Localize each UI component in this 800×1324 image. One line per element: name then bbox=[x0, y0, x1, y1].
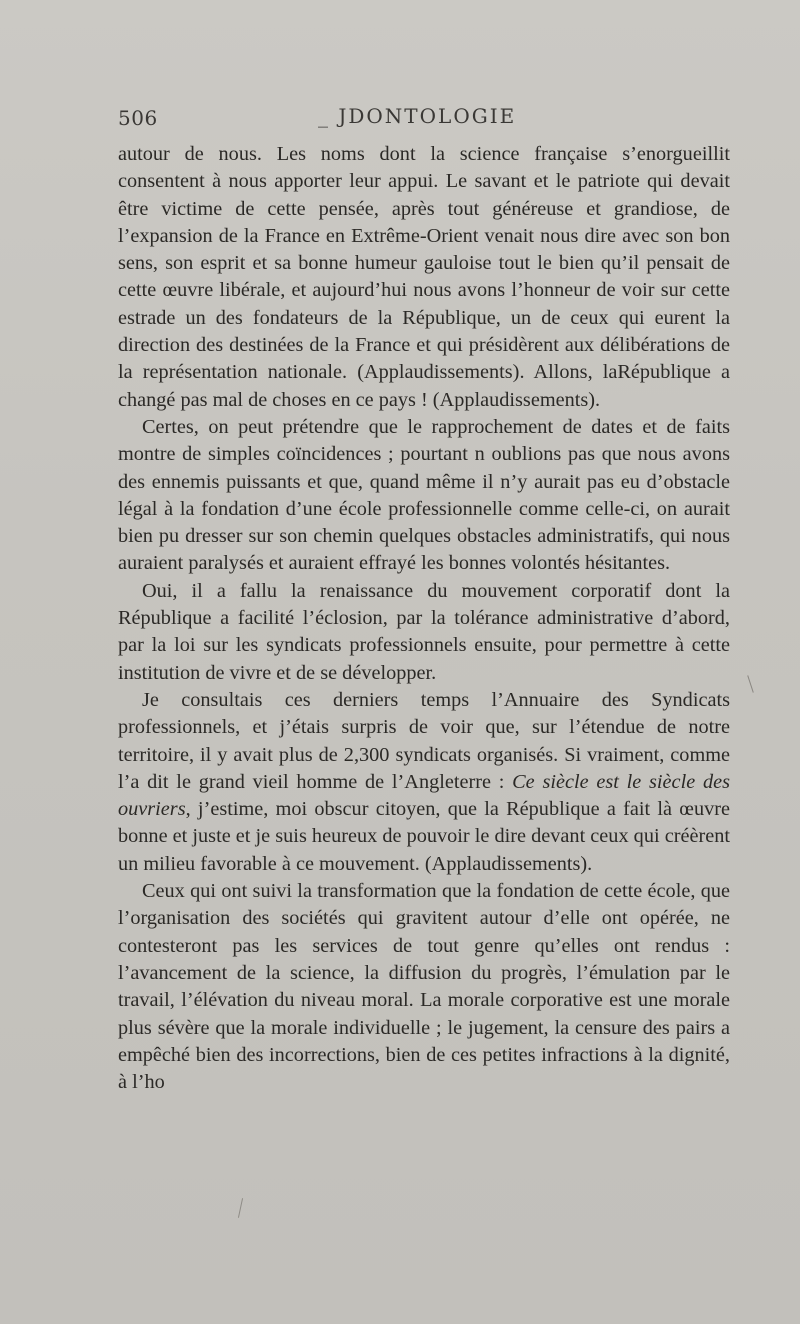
margin-mark bbox=[747, 675, 754, 692]
paragraph-1: autour de nous. Les noms dont la science française s’enorgueillit consentent à nous apporter leur appui. Le savant et le patriote qui devait être victime de cette pensée, après tout généreuse et grandiose, de l’expansion de la France en Extrême-Orient venait nous dire avec son bon sens, son esprit et sa bonne humeur gauloise tout le bien qu’il pensait de cette œuvre libérale, et aujourd’hui nous avons l’honneur de voir sur cette estrade un des fondateurs de la République, un de ceux qui eurent la direction des destinées de la France et qui présidèrent aux délibérations de la représentation nationale. (Applaudissements). Allons, laRépublique a changé pas mal de choses en ce pays ! (Applaudissements). bbox=[118, 143, 730, 411]
paragraph-2: Certes, on peut prétendre que le rapprochement de dates et de faits montre de simples coïncidences ; pourtant n oublions pas que nous avons des ennemis puissants et que, quand même il n’y aurait pas eu d’obstacle légal à la fondation d’une école professionnelle comme celle-ci, on aurait bien pu dresser sur son chemin quelques obstacles administratifs, qui nous auraient paralysés et auraient effrayé les bonnes volontés hésitantes. bbox=[118, 415, 730, 575]
margin-mark bbox=[238, 1198, 243, 1218]
paragraph-4-text-before: Je consultais ces derniers temps l’Annuaire des Syndicats professionnels, et j’étais surpris de voir que, sur l’étendue de notre territoire, il y avait plus de 2,300 syndicats organisés. Si vraiment, comme l’a dit le grand vieil homme de l’Angleterre : bbox=[118, 688, 730, 793]
page-number: 506 bbox=[118, 106, 158, 130]
body-text bbox=[118, 141, 730, 1096]
paragraph-4 bbox=[118, 687, 730, 878]
paragraph-3: Oui, il a fallu la renaissance du mouvement corporatif dont la République a facilité l’éclosion, par la tolérance administrative d’abord, par la loi sur les syndicats professionnels ensuite, pour permettre à cette institution de vivre et de se développer. bbox=[118, 579, 730, 684]
running-title: _ JDONTOLOGIE bbox=[318, 104, 517, 128]
paragraph-5: Ceux qui ont suivi la transformation que la fondation de cette école, que l’organisation des sociétés qui gravitent autour d’elle ont opérée, ne contesteront pas les services de tout genre qu’elles ont rendus : l’avancement de la science, la diffusion du progrès, l’émulation par le travail, l’élévation du niveau moral. La morale corporative est une morale plus sévère que la morale individuelle ; le jugement, la censure des pairs a empêché bien des incorrections, bien de ces petites infractions à la dignité, à l’ho bbox=[118, 880, 730, 1094]
paragraph-4-quote: Ce siècle est le siècle des ouvriers bbox=[118, 770, 730, 821]
paragraph-4-text-after: , j’estime, moi obscur citoyen, que la République a fait là œuvre bonne et juste et je suis heureux de pouvoir le dire devant ceux qui créèrent un milieu favorable à ce mouvement. (Applaudissements). bbox=[118, 798, 730, 875]
page-header bbox=[118, 100, 730, 140]
